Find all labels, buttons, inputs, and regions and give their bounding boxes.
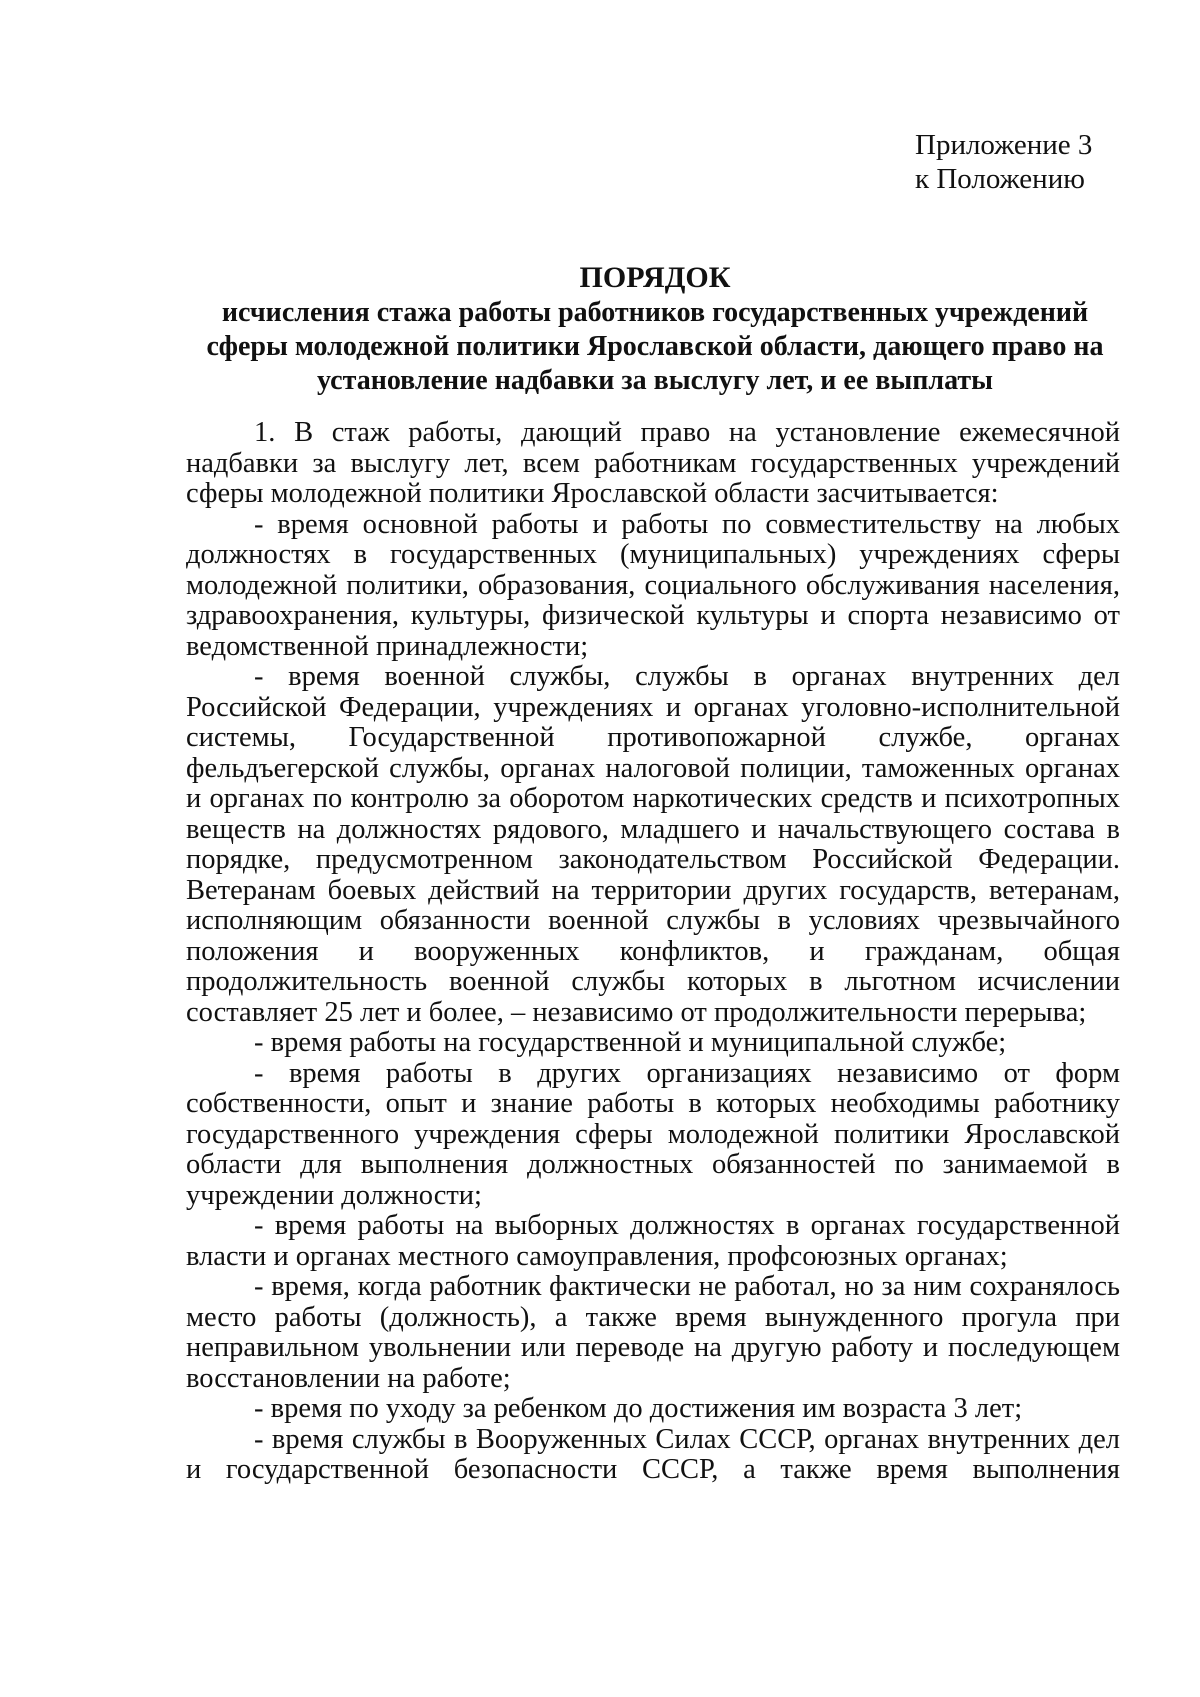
appendix-reference (915, 128, 1092, 196)
paragraph-8: - время по уходу за ребенком до достижения им возраста 3 лет; (254, 1393, 1023, 1424)
document-subtitle: исчисления стажа работы работников государственных учреждений сферы молодежной политики Ярославской области, дающего право на установление надбавки за выслугу лет, и ее выплаты (206, 297, 1104, 396)
document-heading (190, 260, 1120, 398)
paragraph-1: 1. В стаж работы, дающий право на установление ежемесячной надбавки за выслугу лет, всем работникам государственных учреждений сферы молодежной политики Ярославской области засчитывается: (186, 417, 1120, 509)
paragraph-4: - время работы на государственной и муниципальной службе; (254, 1027, 1007, 1058)
paragraph-2: - время основной работы и работы по совместительству на любых должностях в государственных (муниципальных) учреждениях сферы молодежной политики, образования, социального обслуживания населения, здравоохранения, культуры, физической культуры и спорта независимо от ведомственной принадлежности; (186, 508, 1120, 662)
paragraph-5: - время работы в других организациях независимо от форм собственности, опыт и знание работы в которых необходимы работнику государственного учреждения сферы молодежной политики Ярославской области для выполнения должностных обязанностей по занимаемой в учреждении должности; (186, 1057, 1120, 1211)
paragraph-7: - время, когда работник фактически не работал, но за ним сохранялось место работы (должность), а также время вынужденного прогула при неправильном увольнении или переводе на другую работу и последующем восстановлении на работе; (186, 1271, 1120, 1394)
paragraph-9: - время службы в Вооруженных Силах СССР, органах внутренних дел и государственной безопасности СССР, а также время выполнения (186, 1423, 1120, 1485)
document-body (186, 418, 1120, 1486)
paragraph-3: - время военной службы, службы в органах внутренних дел Российской Федерации, учреждениях и органах уголовно-исполнительной системы, Государственной противопожарной службе, органах фельдъегерской службы, органах налоговой полиции, таможенных органах и органах по контролю за оборотом наркотических средств и психотропных веществ на должностях рядового, младшего и начальствующего состава в порядке, предусмотренном законодательством Российской Федерации. Ветеранам боевых действий на территории других государств, ветеранам, исполняющим обязанности военной службы в условиях чрезвычайного положения и вооруженных конфликтов, и гражданам, общая продолжительность военной службы которых в льготном исчислении составляет 25 лет и более, – независимо от продолжительности перерыва; (186, 661, 1120, 1028)
document-title: ПОРЯДОК (579, 261, 731, 294)
appendix-line-1: Приложение 3 (915, 129, 1093, 161)
paragraph-6: - время работы на выборных должностях в органах государственной власти и органах местного самоуправления, профсоюзных органах; (186, 1210, 1120, 1272)
appendix-line-2: к Положению (915, 163, 1085, 195)
